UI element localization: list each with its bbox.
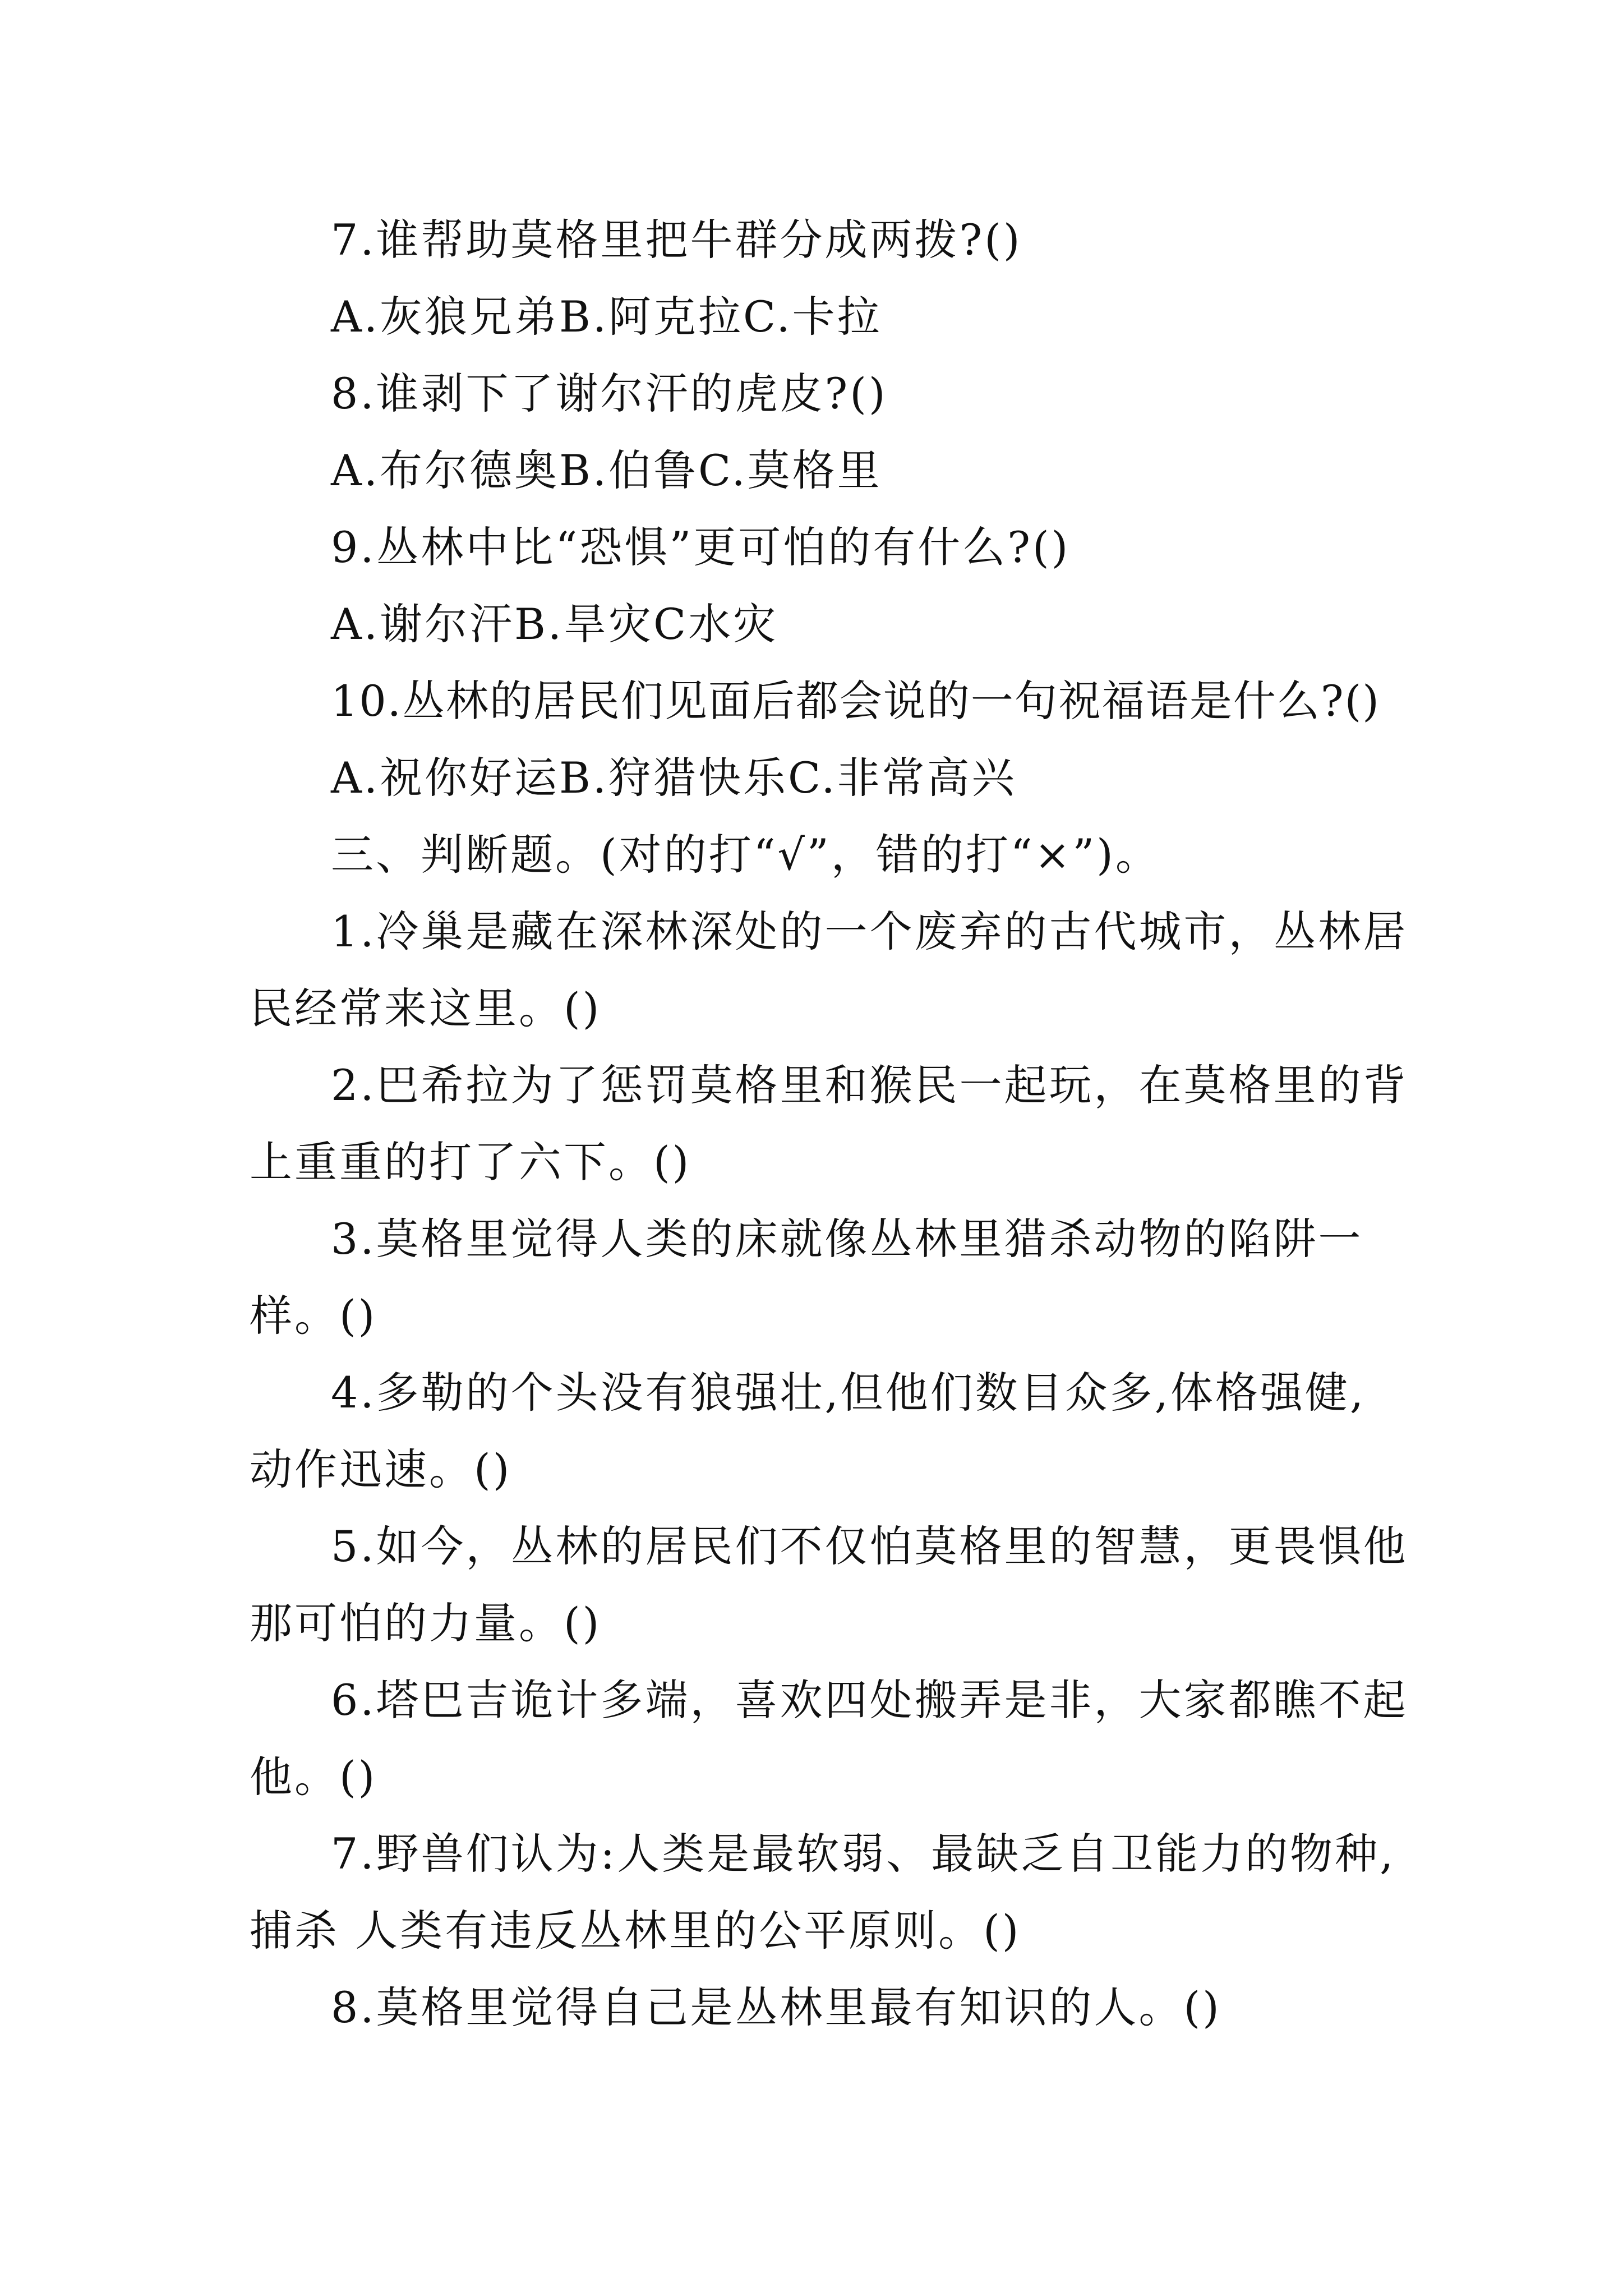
tf-section-heading: 三、判断题。(对的打“√”，错的打“×”)。 — [331, 830, 1160, 880]
tf-item-2-line1: 2.巴希拉为了惩罚莫格里和猴民一起玩，在莫格里的背 — [331, 1060, 1408, 1110]
tf-item-8-line1: 8.莫格里觉得自己是丛林里最有知识的人。() — [331, 1982, 1221, 2032]
tf-item-2-line2: 上重重的打了六下。() — [250, 1137, 691, 1187]
mc-question-9: 9.丛林中比“恐惧”更可怕的有什么?() — [331, 522, 1071, 572]
tf-item-7-line2: 捕杀 人类有违反丛林里的公平原则。() — [250, 1906, 1021, 1955]
tf-item-4-line2: 动作迅速。() — [250, 1444, 512, 1494]
mc-question-7: 7.谁帮助莫格里把牛群分成两拨?() — [331, 215, 1022, 265]
mc-question-10: 10.丛林的居民们见面后都会说的一句祝福语是什么?() — [331, 676, 1380, 726]
mc-question-8: 8.谁剥下了谢尔汗的虎皮?() — [331, 369, 888, 418]
tf-item-4-line1: 4.多勒的个头没有狼强壮,但他们数目众多,体格强健, — [331, 1368, 1366, 1418]
mc-options-9: A.谢尔汗B.旱灾C水灾 — [331, 599, 778, 649]
mc-options-8: A.布尔德奥B.伯鲁C.莫格里 — [331, 445, 882, 495]
tf-item-3-line2: 样。() — [250, 1291, 377, 1341]
tf-item-5-line1: 5.如今，丛林的居民们不仅怕莫格里的智慧，更畏惧他 — [331, 1521, 1408, 1571]
tf-item-7-line1: 7.野兽们认为:人类是最软弱、最缺乏自卫能力的物种, — [331, 1829, 1396, 1879]
mc-options-7: A.灰狼兄弟B.阿克拉C.卡拉 — [331, 292, 882, 342]
tf-item-5-line2: 那可怕的力量。() — [250, 1598, 602, 1648]
tf-item-1-line1: 1.冷巢是藏在深林深处的一个废弃的古代城市，丛林居 — [331, 907, 1408, 956]
tf-item-6-line2: 他。() — [250, 1752, 377, 1802]
mc-options-10: A.祝你好运B.狩猎快乐C.非常高兴 — [331, 753, 1017, 803]
tf-item-3-line1: 3.莫格里觉得人类的床就像丛林里猎杀动物的陷阱一 — [331, 1214, 1363, 1264]
tf-item-1-line2: 民经常来这里。() — [250, 983, 602, 1033]
tf-item-6-line1: 6.塔巴吉诡计多端，喜欢四处搬弄是非，大家都瞧不起 — [331, 1675, 1408, 1725]
